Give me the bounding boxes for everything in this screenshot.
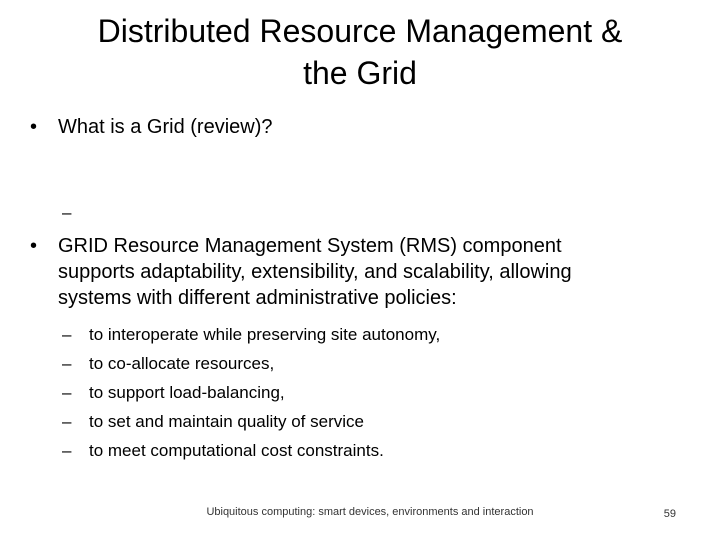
- sub-bullet-dash: –: [62, 354, 72, 373]
- sub-bullet-dash: –: [62, 383, 72, 402]
- slide-title-line-2: the Grid: [303, 55, 417, 91]
- bullet-marker: •: [30, 235, 38, 257]
- slide-title: [0, 10, 720, 94]
- sub-bullet-dash: –: [62, 412, 72, 431]
- empty-sub-bullet-dash: –: [62, 203, 72, 222]
- page-number: 59: [663, 508, 676, 520]
- bullet-grid-rms-text: [58, 233, 708, 311]
- bullet-grid-rms-line-1: GRID Resource Management System (RMS) component: [58, 235, 562, 257]
- bullet-marker: •: [30, 116, 38, 138]
- bullet-what-is-grid: [30, 114, 690, 140]
- bullet-grid-rms-line-2: supports adaptability, extensibility, and scalability, allowing: [58, 261, 572, 283]
- sub-item-text: to interoperate while preserving site autonomy,: [89, 325, 441, 344]
- sub-bullet-dash: –: [62, 441, 72, 460]
- bullet-grid-rms-line-3: systems with different administrative policies:: [58, 287, 457, 309]
- sub-item-text: to support load-balancing,: [89, 383, 285, 402]
- sub-item-text: to meet computational cost constraints.: [89, 441, 384, 460]
- bullet-what-is-grid-text: What is a Grid (review)?: [58, 116, 273, 138]
- footer-text: Ubiquitous computing: smart devices, environments and interaction: [206, 506, 534, 518]
- sub-item-text: to set and maintain quality of service: [89, 412, 364, 431]
- sub-item-text: to co-allocate resources,: [89, 354, 275, 373]
- bullet-grid-rms: [30, 233, 700, 317]
- sub-bullet-dash: –: [62, 325, 72, 344]
- slide-title-line-1: Distributed Resource Management &: [97, 13, 623, 49]
